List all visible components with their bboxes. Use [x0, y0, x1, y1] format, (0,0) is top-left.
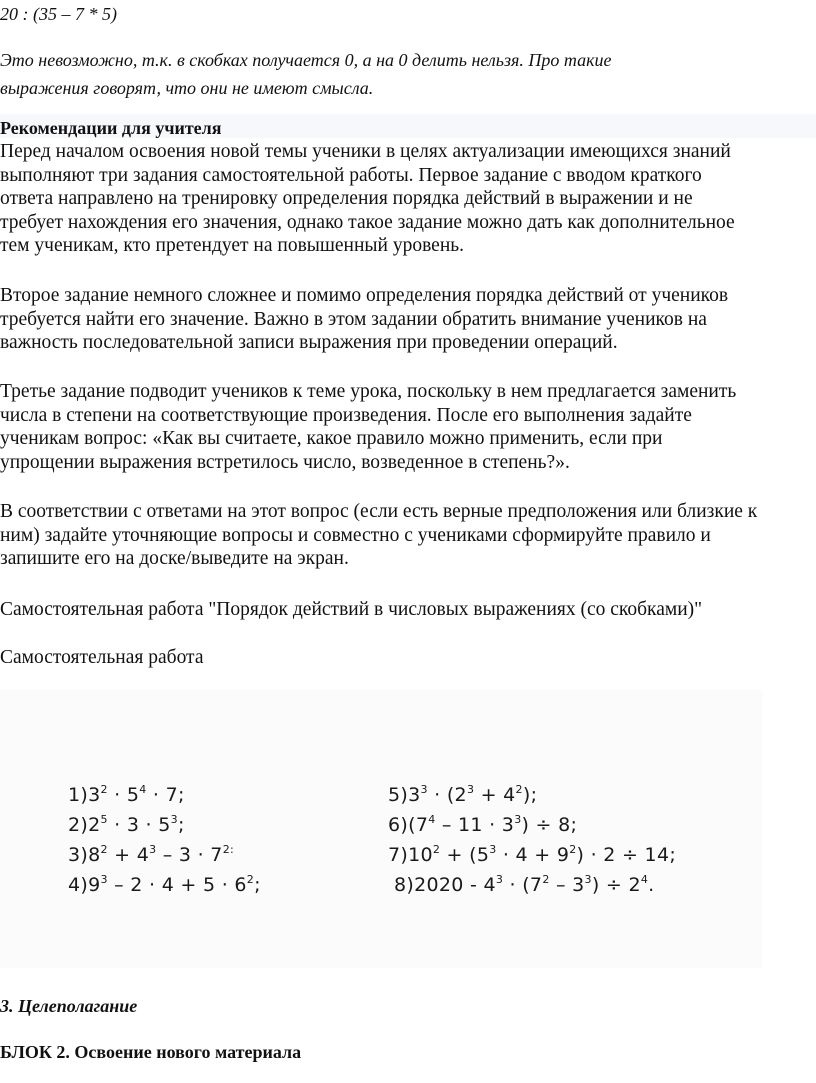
exercise-4: $4)9^3 - 2 \cdot 4 + 5 \cdot 6^2$; [68, 873, 261, 896]
exercise-8: $8)2020 - 4^3 \cdot (7^2 - 3^3) \div 2^4$. [394, 873, 655, 896]
exercise-1: $1)3^2 \cdot 5^4 \cdot 7$; [68, 783, 185, 806]
paragraph-2 [0, 284, 728, 355]
text-line: Третье задание подводит учеников к теме урока, поскольку в нем предлагается заменить [0, 381, 737, 402]
text-line: Перед началом освоения новой темы ученики в целях актуализации имеющихся знаний [0, 141, 731, 162]
text-line: упрощении выражения встретилось число, возведенное в степень?». [0, 451, 570, 473]
text-line: тем ученикам, кто претендует на повышенный уровень. [0, 235, 465, 257]
exercise-7: $7)10^2 + (5^3 \cdot 4 + 9^2) \cdot 2 \div 14$; [388, 843, 677, 866]
block-2-heading: БЛОК 2. Освоение нового материала [0, 1042, 302, 1062]
recommendations-heading: Рекомендации для учителя [0, 118, 222, 138]
text-line: запишите его на доске/выведите на экран. [0, 548, 349, 570]
exercise-6: $6)(7^4 - 11 \cdot 3^3) \div 8$; [388, 813, 578, 836]
exercise-2: $2)2^5 \cdot 3 \cdot 5^3$; [68, 813, 185, 836]
text-line: ответа направлено на тренировку определения порядка действий в выражении и не [0, 188, 693, 210]
exercise-image [0, 690, 762, 968]
text-line: требуется найти его значение. Важно в этом задании обратить внимание учеников на [0, 308, 707, 330]
text-line: Второе задание немного сложнее и помимо определения порядка действий от учеников [0, 285, 729, 306]
text-line: В соответствии с ответами на этот вопрос (если есть верные предположения или близкие к [0, 501, 758, 522]
note-line: Это невозможно, т.к. в скобках получается 0, а на 0 делить нельзя. Про такие [0, 50, 612, 70]
expression-line: 20 : (35 – 7 * 5) [0, 4, 117, 24]
work-subtitle: Самостоятельная работа [0, 647, 204, 668]
exercise-3: $3)8^2 + 4^3 - 3 \cdot 7^{2:}$ [68, 843, 235, 866]
text-line: числа в степени на соответствующие произведения. После его выполнения задайте [0, 404, 692, 426]
section-goal-setting: 3. Целеполагание [0, 996, 138, 1016]
note-line: выражения говорят, что они не имеют смысла. [0, 78, 374, 98]
note-paragraph [0, 48, 612, 100]
paragraph-3 [0, 380, 736, 474]
text-line: ним) задайте уточняющие вопросы и совместно с учениками сформируйте правило и [0, 524, 711, 546]
text-line: ученикам вопрос: «Как вы считаете, какое правило можно применить, если при [0, 428, 663, 450]
text-line: выполняют три задания самостоятельной работы. Первое задание с вводом краткого [0, 164, 702, 186]
exercise-5: $5)3^3 \cdot (2^3 + 4^2)$; [388, 783, 538, 806]
paragraph-1 [0, 140, 735, 258]
work-title: Самостоятельная работа "Порядок действий в числовых выражениях (со скобками)" [0, 599, 703, 620]
text-line: важность последовательной записи выражения при проведении операций. [0, 332, 618, 354]
text-line: требует нахождения его значения, однако такое задание можно дать как дополнительное [0, 211, 735, 233]
paragraph-4 [0, 500, 757, 571]
